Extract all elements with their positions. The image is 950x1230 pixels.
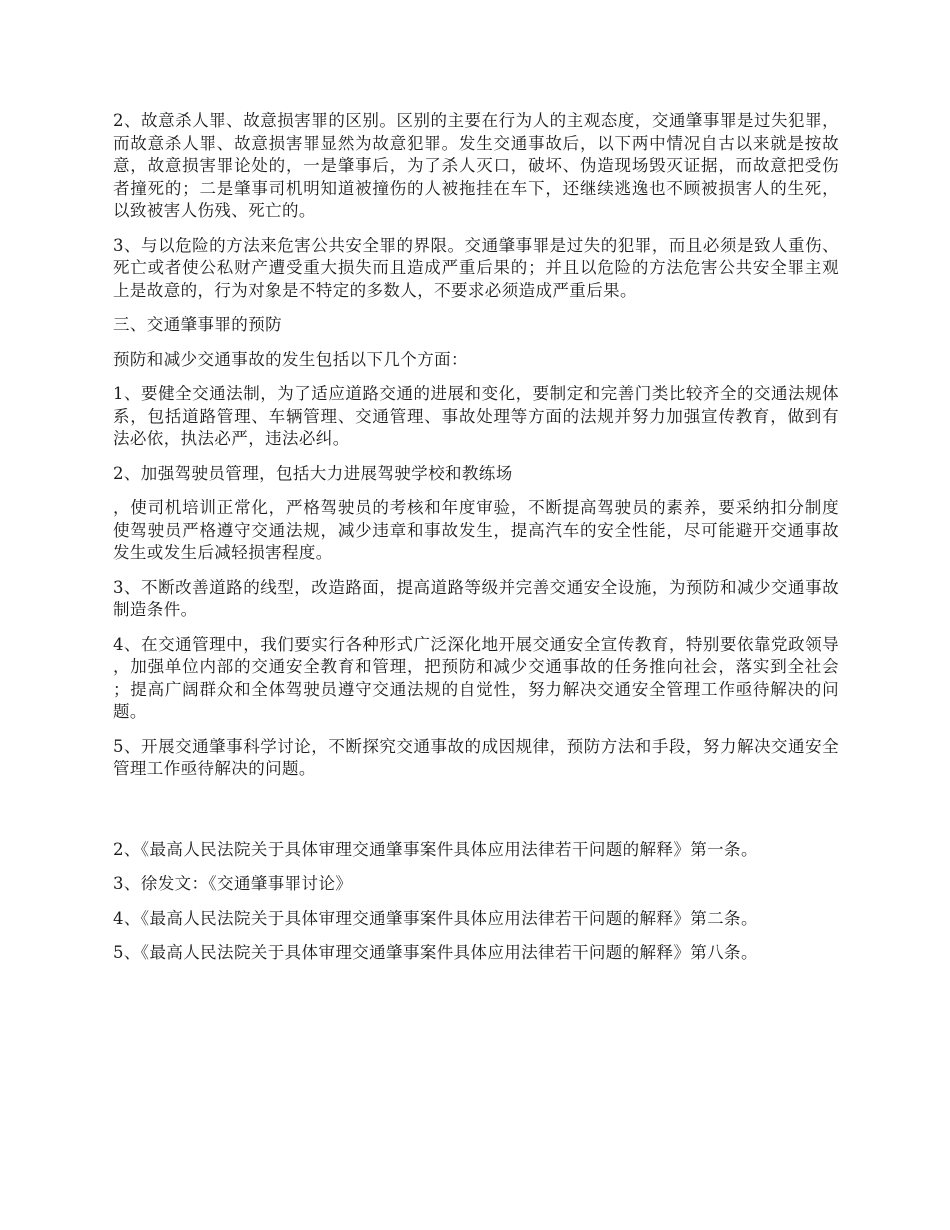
paragraph-legal-system: 1、要健全交通法制，为了适应道路交通的进展和变化，要制定和完善门类比较齐全的交通法规体系，包括道路管理、车辆管理、交通管理、事故处理等方面的法规并努力加强宣传教育，做到有法必依，执法必严，违法必纠。: [113, 384, 839, 448]
section-heading-prevention: 三、交通肇事罪的预防: [113, 315, 282, 334]
paragraph-prevention-intro: 预防和减少交通事故的发生包括以下几个方面：: [113, 349, 468, 369]
reference-item: 2、《最高人民法院关于具体审理交通肇事案件具体应用法律若干问题的解释》第一条。: [113, 839, 758, 859]
reference-item: 5、《最高人民法院关于具体审理交通肇事案件具体应用法律若干问题的解释》第八条。: [113, 943, 758, 962]
paragraph-driver-management: 2、加强驾驶员管理，包括大力进展驾驶学校和教练场: [113, 463, 513, 483]
paragraph-driver-training: ，使司机培训正常化，严格驾驶员的考核和年度审验，不断提高驾驶员的素养，要采纳扣分制度使驾驶员严格遵守交通法规，减少违章和事故发生，提高汽车的安全性能，尽可能避开交通事故发生或发生后减轻损害程度。: [113, 498, 839, 562]
document-body: [113, 110, 839, 977]
paragraph-safety-education: 4、在交通管理中，我们要实行各种形式广泛深化地开展交通安全宣传教育，特别要依靠党政领导，加强单位内部的交通安全教育和管理，把预防和减少交通事故的任务推向社会，落实到全社会；提高广阔群众和全体驾驶员遵守交通法规的自觉性，努力解决交通安全管理工作亟待解决的问题。: [113, 634, 839, 721]
reference-item: 3、徐发文：《交通肇事罪讨论》: [113, 874, 353, 893]
reference-item: 4、《最高人民法院关于具体审理交通肇事案件具体应用法律若干问题的解释》第二条。: [113, 908, 758, 928]
section-spacer: [113, 793, 839, 839]
paragraph-road-improvement: 3、不断改善道路的线型，改造路面，提高道路等级并完善交通安全设施，为预防和减少交通事故制造条件。: [113, 577, 839, 619]
paragraph-scientific-research: 5、开展交通肇事科学讨论，不断探究交通事故的成因规律，预防方法和手段，努力解决交通安全管理工作亟待解决的问题。: [113, 736, 839, 778]
paragraph-crime-distinction: 2、故意杀人罪、故意损害罪的区别。区别的主要在行为人的主观态度，交通肇事罪是过失犯罪，而故意杀人罪、故意损害罪显然为故意犯罪。发生交通事故后，以下两中情况自古以来就是按故意，故意损害罪论处的，一是肇事后，为了杀人灭口，破坏、伪造现场毁灭证据，而故意把受伤者撞死的；二是肇事司机明知道被撞伤的人被拖挂在车下，还继续逃逸也不顾被损害人的生死，以致被害人伤残、死亡的。: [113, 111, 839, 220]
paragraph-public-safety-boundary: 3、与以危险的方法来危害公共安全罪的界限。交通肇事罪是过失的犯罪，而且必须是致人重伤、死亡或者使公私财产遭受重大损失而且造成严重后果的；并且以危险的方法危害公共安全罪主观上是故意的，行为对象是不特定的多数人，不要求必须造成严重后果。: [113, 235, 839, 300]
